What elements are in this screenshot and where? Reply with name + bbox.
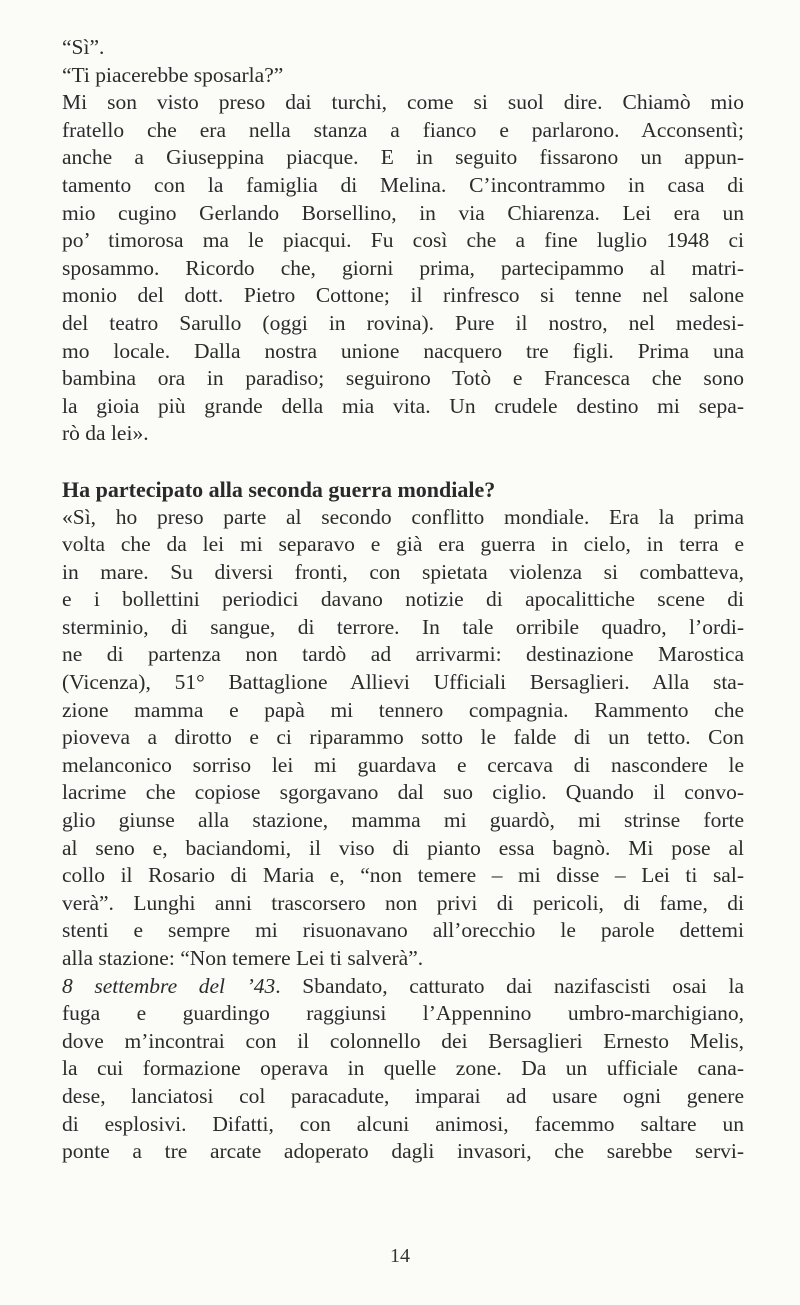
section-heading: Ha partecipato alla seconda guerra mondiale?: [62, 476, 496, 502]
text-line: Mi son visto preso dai turchi, come si suol dire. Chiamò mio: [62, 90, 744, 115]
text-line: “Sì”.: [62, 35, 105, 59]
paragraph-war: [62, 504, 744, 973]
text-line: sposammo. Ricordo che, giorni prima, partecipammo al matri-: [62, 255, 744, 280]
text-line: mo locale. Dalla nostra unione nacquero tre figli. Prima una: [62, 338, 744, 363]
text-line: dese, lanciatosi col paracadute, imparai ad usare ogni genere: [62, 1083, 744, 1108]
paragraph-gap: [62, 448, 744, 476]
text-line: monio del dott. Pietro Cottone; il rinfresco si tenne nel salone: [62, 283, 744, 308]
text-line: e i bollettini periodici davano notizie di apocalittiche scene di: [62, 587, 744, 612]
text-line: «Sì, ho preso parte al secondo conflitto mondiale. Era la prima: [62, 504, 744, 529]
text-line: “Ti piacerebbe sposarla?”: [62, 62, 284, 87]
text-line: tamento con la famiglia di Melina. C’incontrammo in casa di: [62, 172, 744, 197]
text-run: . Sbandato, catturato dai nazifascisti osai la: [275, 973, 744, 998]
text-line: alla stazione: “Non temere Lei ti salverà”.: [62, 946, 424, 970]
paragraph-marriage: [62, 34, 744, 448]
text-line: stenti e sempre mi risuonavano all’orecchio le parole dettemi: [62, 918, 744, 943]
text-line: fratello che era nella stanza a fianco e parlarono. Acconsentì;: [62, 117, 744, 142]
text-line: po’ timorosa ma le piacqui. Fu così che a fine luglio 1948 ci: [62, 228, 744, 253]
text-line: melanconico sorriso lei mi guardava e cercava di nascondere le: [62, 752, 744, 777]
paragraph-september-43: [62, 973, 744, 1166]
text-line: la gioia più grande della mia vita. Un crudele destino mi sepa-: [62, 393, 744, 418]
text-line: in mare. Su diversi fronti, con spietata violenza si combatteva,: [62, 559, 744, 584]
text-line: mio cugino Gerlando Borsellino, in via Chiarenza. Lei era un: [62, 200, 744, 225]
text-line: lacrime che copiose sgorgavano dal suo ciglio. Quando il convo-: [62, 780, 744, 805]
text-line: del teatro Sarullo (oggi in rovina). Pure il nostro, nel medesi-: [62, 310, 744, 335]
italic-date: 8 settembre del ’43: [62, 973, 276, 998]
text-line: di esplosivi. Difatti, con alcuni animosi, facemmo saltare un: [62, 1111, 744, 1136]
text-line: fuga e guardingo raggiunsi l’Appennino umbro-marchigiano,: [62, 1001, 744, 1026]
text-line: ne di partenza non tardò ad arrivarmi: destinazione Marostica: [62, 642, 744, 667]
text-line: sterminio, di sangue, di terrore. In tale orribile quadro, l’ordi-: [62, 614, 744, 639]
text-line: glio giunse alla stazione, mamma mi guardò, mi strinse forte: [62, 808, 744, 833]
text-line: al seno e, baciandomi, il viso di pianto essa bagnò. Mi pose al: [62, 835, 744, 860]
text-line: ponte a tre arcate adoperato dagli invasori, che sarebbe servi-: [62, 1139, 744, 1164]
page-body: [62, 34, 744, 1166]
text-line: zione mamma e papà mi tennero compagnia. Rammento che: [62, 697, 744, 722]
text-line: volta che da lei mi separavo e già era guerra in cielo, in terra e: [62, 532, 744, 557]
text-line: pioveva a dirotto e ci riparammo sotto le falde di un tetto. Con: [62, 725, 744, 750]
page-number: 14: [390, 1245, 410, 1267]
text-line: bambina ora in paradiso; seguirono Totò e Francesca che sono: [62, 366, 744, 391]
text-line: (Vicenza), 51° Battaglione Allievi Ufficiali Bersaglieri. Alla sta-: [62, 670, 744, 695]
text-line: rò da lei».: [62, 421, 149, 446]
text-line: dove m’incontrai con il colonnello dei Bersaglieri Ernesto Melis,: [62, 1028, 744, 1053]
text-line: verà”. Lunghi anni trascorsero non privi di pericoli, di fame, di: [62, 890, 744, 915]
text-line: anche a Giuseppina piacque. E in seguito fissarono un appun-: [62, 145, 744, 170]
text-line: la cui formazione operava in quelle zone. Da un ufficiale cana-: [62, 1056, 744, 1081]
text-line: collo il Rosario di Maria e, “non temere – mi disse – Lei ti sal-: [62, 863, 744, 888]
text-line: [62, 973, 744, 1001]
